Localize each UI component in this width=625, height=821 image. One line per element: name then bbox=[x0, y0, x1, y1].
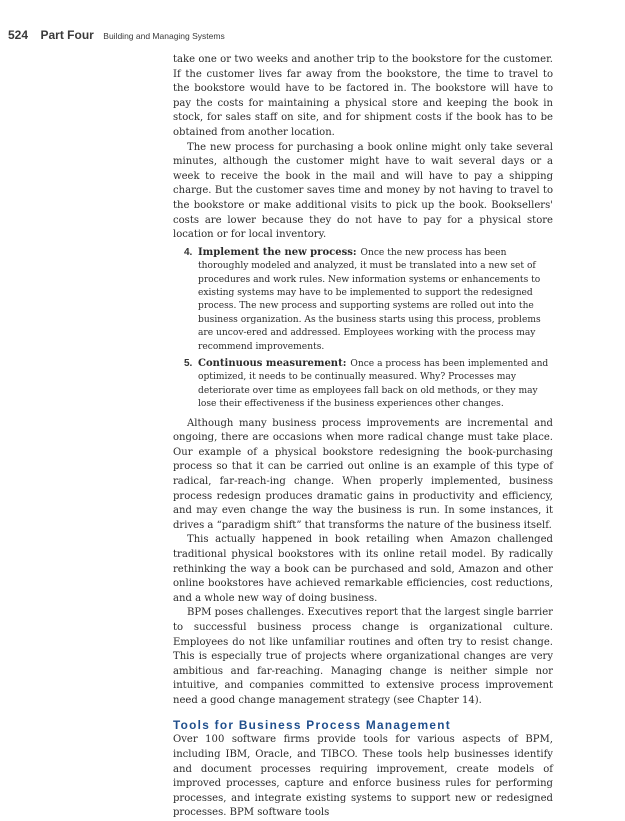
list-number: 4. bbox=[184, 246, 193, 258]
list-item-body: Once a process has been implemented and optimized, it needs to be continually measured. Why? Processes may deteriorate over time as employees fall back on old methods, or they may lose their effectiveness if the business experiences other changes. bbox=[198, 358, 549, 410]
numbered-list bbox=[173, 246, 553, 412]
list-item-text bbox=[198, 357, 553, 412]
list-item-lead: Continuous measurement: bbox=[198, 357, 347, 369]
list-item-text bbox=[198, 246, 553, 354]
list-item-body: Once the new process has been thoroughly modeled and analyzed, it must be translated into a new set of procedures and work rules. New information systems or enhancements to existing systems may have to be implemented to support the redesigned process. The new process and supporting systems are rolled out into the business organization. As the business starts using this process, problems are uncov-ered and addressed. Employees working with the process may recommend improvements. bbox=[198, 247, 541, 352]
paragraph-5: BPM poses challenges. Executives report that the largest single barrier to successful business process change is organizational culture. Employees do not like unfamiliar routines and often try to resist change. This is especially true of projects where organizational changes are very ambitious and far-reaching. Managing change is neither simple nor intuitive, and companies committed to extensive process improvement need a good change management strategy (see Chapter 14). bbox=[173, 607, 553, 706]
list-item-lead: Implement the new process: bbox=[198, 246, 357, 258]
paragraph-3: Although many business process improvements are incremental and ongoing, there are occasions when more radical change must take place. Our example of a physical bookstore redesigning the book-purchasing process so that it can be carried out online is an example of this type of radical, far-reach-ing change. When properly implemented, business process redesign produces dramatic gains in productivity and efficiency, and may even change the way the business is run. In some instances, it drives a “paradigm shift” that transforms the nature of the business itself. bbox=[173, 417, 553, 531]
list-number: 5. bbox=[184, 357, 193, 369]
paragraph-2: The new process for purchasing a book online might only take several minutes, although the customer might have to wait several days or a week to receive the book in the mail and will have to pay a shipping charge. But the customer saves time and money by not having to travel to the bookstore or make additional visits to pick up the book. Booksellers' costs are lower because they do not have to pay for a physical store location or for local inventory. bbox=[173, 141, 553, 241]
section-heading: Tools for Business Process Management bbox=[173, 718, 451, 733]
paragraph-1: take one or two weeks and another trip to the bookstore for the customer. If the customer lives far away from the bookstore, the time to travel to the bookstore would have to be factored in. The bookstore will have to pay the costs for maintaining a physical store and keeping the book in stock, for sales staff on site, and for shipment costs if the book has to be obtained from another location. bbox=[173, 54, 553, 138]
list-item bbox=[183, 246, 553, 354]
page-number: 524 bbox=[8, 28, 29, 42]
paragraph-4: This actually happened in book retailing when Amazon challenged traditional physical bookstores with its online retail model. By radically rethinking the way a book can be purchased and sold, Amazon and other online bookstores have achieved remarkable efficiencies, cost reductions, and a whole new way of doing business. bbox=[173, 534, 553, 604]
part-title: Building and Managing Systems bbox=[103, 31, 225, 41]
paragraph-6: Over 100 software firms provide tools for various aspects of BPM, including IBM, Oracle, and TIBCO. These tools help businesses identify and document processes requiring improvement, create models of improved processes, capture and enforce business rules for performing processes, and integrate existing systems to support new or redesigned processes. BPM software tools bbox=[173, 734, 553, 819]
part-label: Part Four bbox=[40, 28, 94, 42]
text-column bbox=[173, 53, 553, 821]
list-item bbox=[183, 357, 553, 412]
running-header bbox=[8, 26, 225, 44]
